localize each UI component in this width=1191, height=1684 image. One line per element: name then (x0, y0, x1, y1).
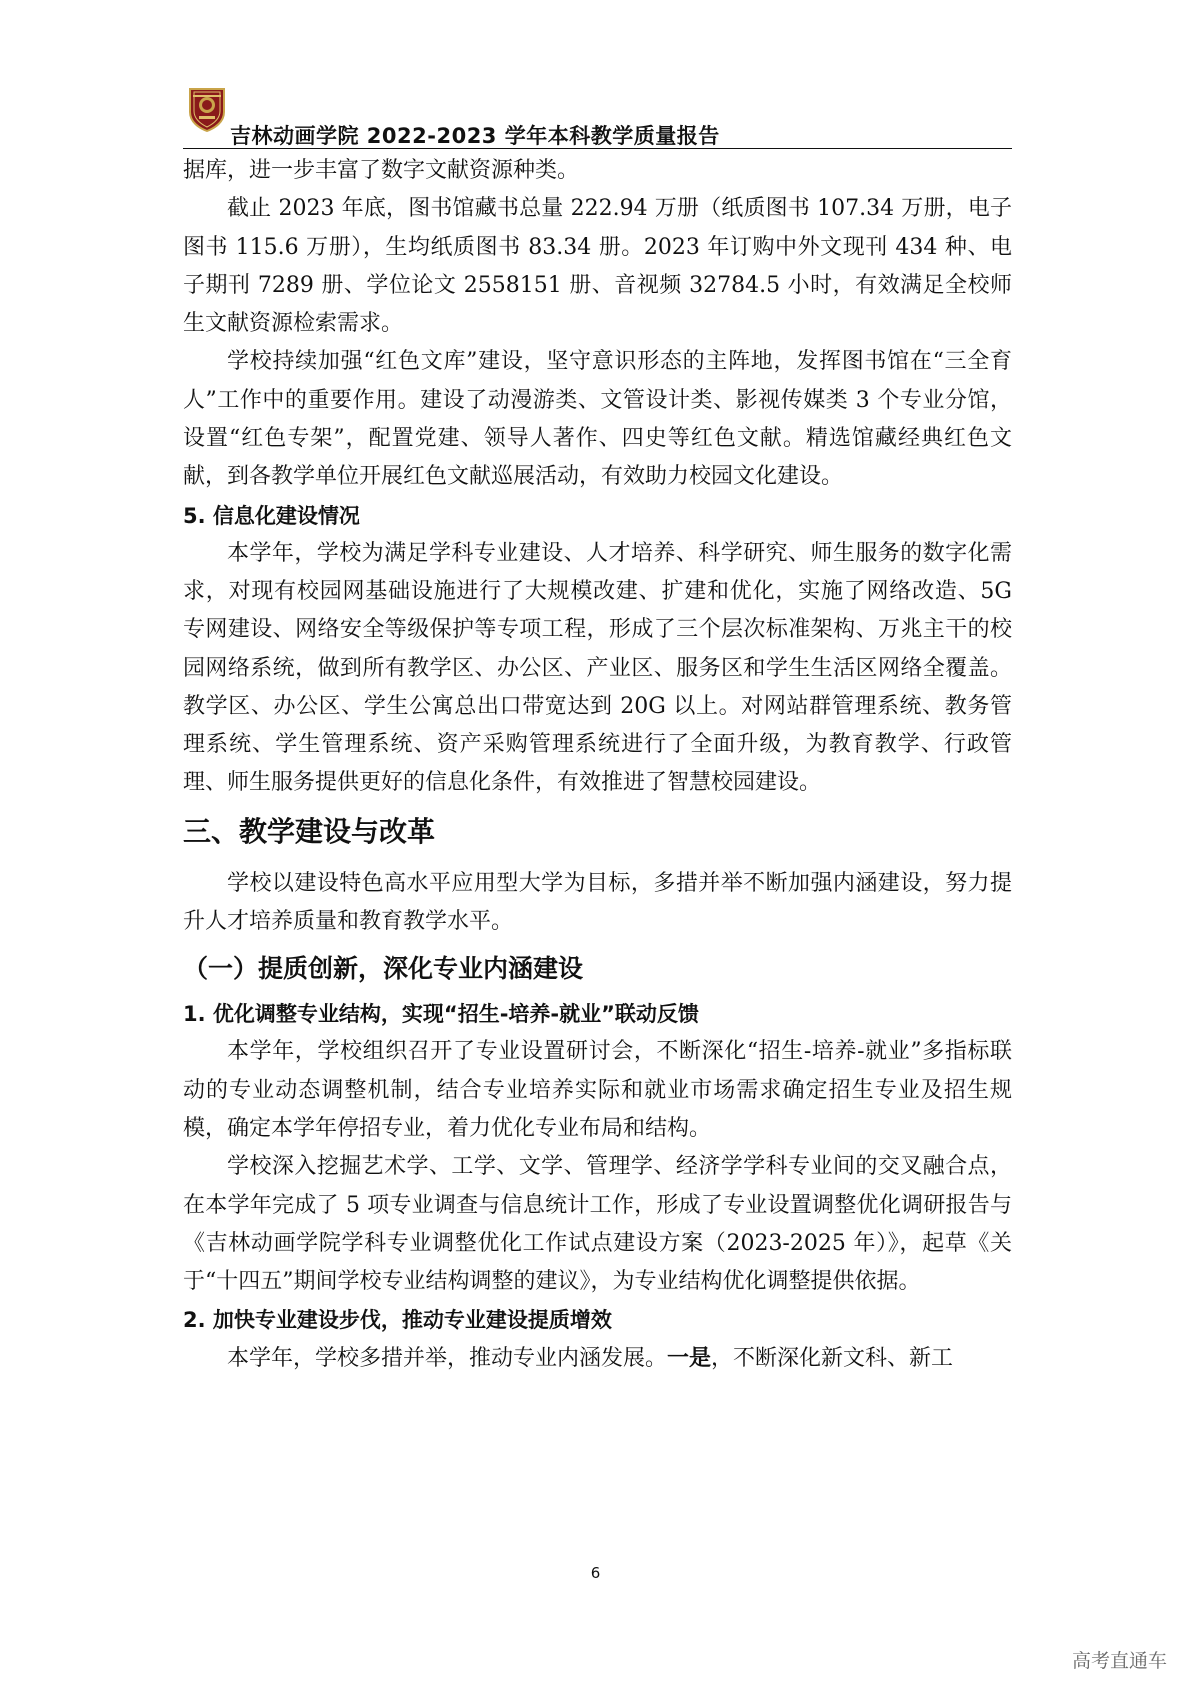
text-run: 本学年，学校多措并举，推动专业内涵发展。 (227, 1346, 668, 1372)
paragraph-major-setting: 本学年，学校组织召开了专业设置研讨会，不断深化“招生-培养-就业”多指标联动的专业动态调整机制，结合专业培养实际和就业市场需求确定招生专业及招生规模，确定本学年停招专业，着力优化专业布局和结构。 (183, 1039, 1012, 1141)
paragraph-section-intro: 学校以建设特色高水平应用型大学为目标，多措并举不断加强内涵建设，努力提升人才培养质量和教育教学水平。 (183, 870, 1012, 935)
heading-informatization: 5. 信息化建设情况 (183, 503, 360, 528)
watermark-text: 高考直通车 (1071, 1650, 1167, 1672)
emphasis-first: 一是 (667, 1345, 712, 1372)
paragraph-red-library: 学校持续加强“红色文库”建设，坚守意识形态的主阵地，发挥图书馆在“三全育人”工作中的重要作用。建设了动漫游类、文管设计类、影视传媒类 3 个专业分馆，设置“红色专架”，配置党建、领导人著作、四史等红色文献。精选馆藏经典红色文献，到各教学单位开展红色文献巡展活动，有效助力校园文化建设。 (183, 349, 1012, 490)
paragraph-informatization: 本学年，学校为满足学科专业建设、人才培养、科学研究、师生服务的数字化需求，对现有校园网基础设施进行了大规模改建、扩建和优化，实施了网络改造、5G 专网建设、网络安全等级保护等专项工程，形成了三个层次标准架构、万兆主干的校园网络系统，做到所有教学区、办公区、产业区、服务区和学生生活区网络全覆盖。教学区、办公区、学生公寓总出口带宽达到 20G 以上。对网站群管理系统、教务管理系统、学生管理系统、资产采购管理系统进行了全面升级，为教育教学、行政管理、师生服务提供更好的信息化条件，有效推进了智慧校园建设。 (183, 540, 1012, 796)
school-logo (187, 86, 227, 132)
heading-optimize-structure: 1. 优化调整专业结构，实现“招生-培养-就业”联动反馈 (183, 1002, 699, 1027)
subsection-heading-quality-innovation: （一）提质创新，深化专业内涵建设 (183, 954, 584, 984)
paragraph-continuation: 据库，进一步丰富了数字文献资源种类。 (183, 158, 580, 183)
paragraph-measures (183, 1339, 1012, 1378)
section-heading-teaching-reform: 三、教学建设与改革 (183, 814, 436, 848)
document-body (183, 152, 1012, 1379)
header-divider (183, 148, 1012, 149)
paragraph-library-collection: 截止 2023 年底，图书馆藏书总量 222.94 万册（纸质图书 107.34 万册，电子图书 115.6 万册），生均纸质图书 83.34 册。2023 年订购中外文现刊 434 种、电子期刊 7289 册、学位论文 2558151 册、音视频 32784.5 小时，有效满足全校师生文献资源检索需求。 (183, 196, 1012, 337)
report-header-title: 吉林动画学院 2022-2023 学年本科教学质量报告 (230, 124, 720, 148)
text-run: ，不断深化新文科、新工 (711, 1346, 954, 1372)
page-number: 6 (590, 1564, 601, 1582)
heading-accelerate-construction: 2. 加快专业建设步伐，推动专业建设提质增效 (183, 1308, 612, 1333)
shield-emblem-icon (187, 86, 227, 132)
paragraph-interdisciplinary: 学校深入挖掘艺术学、工学、文学、管理学、经济学学科专业间的交叉融合点，在本学年完成了 5 项专业调查与信息统计工作，形成了专业设置调整优化调研报告与《吉林动画学院学科专业调整优化工作试点建设方案（2023-2025 年）》，起草《关于“十四五”期间学校专业结构调整的建议》，为专业结构优化调整提供依据。 (183, 1154, 1012, 1295)
